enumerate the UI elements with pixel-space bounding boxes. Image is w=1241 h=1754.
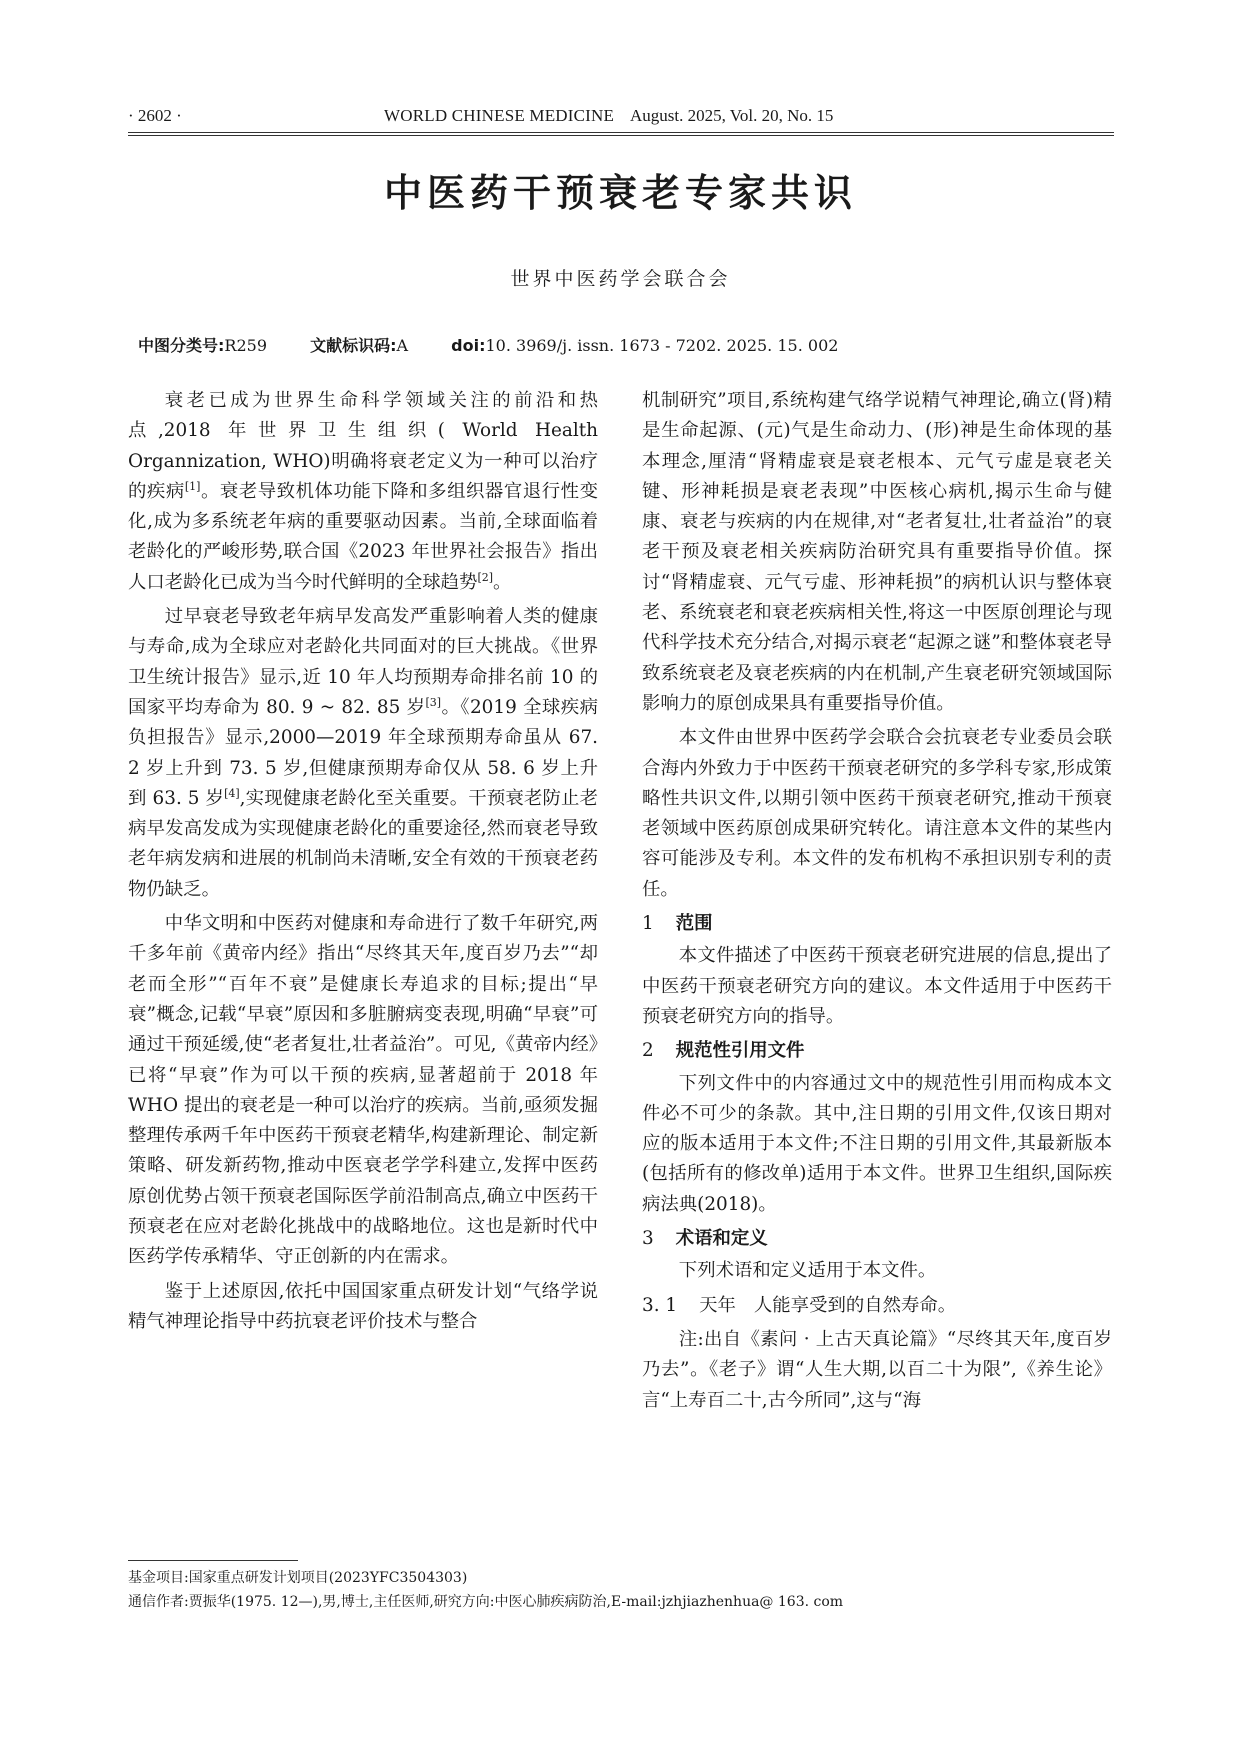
citation: [3] [425, 695, 442, 709]
journal-name: WORLD CHINESE MEDICINE [384, 106, 615, 125]
right-column [642, 386, 1112, 1420]
citation: [1] [184, 479, 201, 493]
left-column [128, 386, 598, 1341]
note-paragraph: 注:出自《素问 · 上古天真论篇》“尽终其天年,度百岁乃去”。《老子》谓“人生大期,以百二十为限”,《养生论》言“上寿百二十,古今所同”,这与“海 [642, 1328, 1112, 1411]
corresponding-author-note: 通信作者:贾振华(1975. 12—),男,博士,主任医师,研究方向:中医心肺疾病防治,E-mail:jzhjiazhenhua@ 163. com [128, 1594, 844, 1610]
paragraph: 鉴于上述原因,依托中国国家重点研发计划“气络学说精气神理论指导中药抗衰老评价技术与整合 [128, 1280, 598, 1332]
citation: [2] [477, 570, 494, 584]
paragraph: 中华文明和中医药对健康和寿命进行了数千年研究,两千多年前《黄帝内经》指出“尽终其天年,度百岁乃去”“却老而全形”“百年不衰”是健康长寿追求的目标;提出“早衰”概念,记载“早衰”原因和多脏腑病变表现,明确“早衰”可通过干预延缓,使“老者复壮,壮者益治”。可见,《黄帝内经》已将“早衰”作为可以干预的疾病,显著超前于 2018 年 WHO 提出的衰老是一种可以治疗的疾病。当前,亟须发掘整理传承两千年中医药干预衰老精华,构建新理论、制定新策略、研发新药物,推动中医衰老学学科建立,发挥中医药原创优势占领干预衰老国际医学前沿制高点,确立中医药干预衰老在应对老龄化挑战中的战略地位。这也是新时代中医药学传承精华、守正创新的内在需求。 [128, 913, 598, 1268]
clc-code: 中图分类号:R259 [138, 336, 267, 355]
document-code: 文献标识码:A [310, 336, 409, 355]
header-rule-bottom [128, 135, 1114, 136]
paragraph: 过早衰老导致老年病早发高发严重影响着人类的健康与寿命,成为全球应对老龄化共同面对的巨大挑战。《世界卫生统计报告》显示,近 10 年人均预期寿命排名前 10 的国家平均寿命为 80. 9 ~ 82. 85 岁[3]。《2019 全球疾病负担报告》显示,2000—2019 年全球预期寿命虽从 67. 2 岁上升到 73. 5 岁,但健康预期寿命仅从 58. 6 岁上升到 63. 5 岁[4],实现健康老龄化至关重要。干预衰老防止老病早发高发成为实现健康老龄化的重要途径,然而衰老导致老年病发病和进展的机制尚未清晰,安全有效的干预衰老药物仍缺乏。 [128, 606, 598, 900]
article-title: 中医药干预衰老专家共识 [383, 171, 857, 215]
section-heading-terms: 3 术语和定义 [642, 1228, 768, 1250]
paragraph: 下列术语和定义适用于本文件。 [678, 1260, 937, 1282]
footnote-rule [128, 1560, 298, 1561]
citation: [4] [224, 786, 240, 800]
doi: doi:10. 3969/j. issn. 1673 - 7202. 2025. 15. 002 [451, 336, 839, 355]
paragraph: 机制研究”项目,系统构建气络学说精气神理论,确立(肾)精是生命起源、(元)气是生命动力、(形)神是生命体现的基本理念,厘清“肾精虚衰是衰老根本、元气亏虚是衰老关键、形神耗损是衰老表现”中医核心病机,揭示生命与健康、衰老与疾病的内在规律,对“老者复壮,壮者益治”的衰老干预及衰老相关疾病防治研究具有重要指导价值。探讨“肾精虚衰、元气亏虚、形神耗损”的病机认识与整体衰老、系统衰老和衰老疾病相关性,将这一中医原创理论与现代科学技术充分结合,对揭示衰老“起源之谜”和整体衰老导致系统衰老及衰老疾病的内在机制,产生衰老研究领域国际影响力的原创成果具有重要指导价值。 [642, 390, 1112, 714]
page-number: · 2602 · [128, 106, 182, 125]
header-rule-top [128, 132, 1114, 133]
paragraph: 本文件由世界中医药学会联合会抗衰老专业委员会联合海内外致力于中医药干预衰老研究的多学科专家,形成策略性共识文件,以期引领中医药干预衰老研究,推动干预衰老领域中医药原创成果研究转化。请注意本文件的某些内容可能涉及专利。本文件的发布机构不承担识别专利的责任。 [642, 727, 1112, 900]
classification-line [138, 333, 876, 356]
running-header [128, 104, 1114, 130]
funding-note: 基金项目:国家重点研发计划项目(2023YFC3504303) [128, 1570, 468, 1586]
paragraph: 衰老已成为世界生命科学领域关注的前沿和热点,2018 年世界卫生组织( World Health Organnization, WHO)明确将衰老定义为一种可以治疗的疾病[1]。衰老导致机体功能下降和多组织器官退行性变化,成为多系统老年病的重要驱动因素。当前,全球面临着老龄化的严峻形势,联合国《2023 年世界社会报告》指出人口老龄化已成为当今时代鲜明的全球趋势[2]。 [128, 390, 598, 593]
footnotes [128, 1566, 1114, 1614]
article-author: 世界中医药学会联合会 [510, 268, 731, 290]
definition-3-1: 3. 1 天年 人能享受到的自然寿命。 [642, 1294, 957, 1316]
issue-info: August. 2025, Vol. 20, No. 15 [630, 106, 834, 125]
section-heading-scope: 1 范围 [642, 913, 713, 935]
paragraph: 本文件描述了中医药干预衰老研究进展的信息,提出了中医药干预衰老研究方向的建议。本文件适用于中医药干预衰老研究方向的指导。 [642, 945, 1112, 1027]
paragraph: 下列文件中的内容通过文中的规范性引用而构成本文件必不可少的条款。其中,注日期的引用文件,仅该日期对应的版本适用于本文件;不注日期的引用文件,其最新版本(包括所有的修改单)适用于本文件。世界卫生组织,国际疾病法典(2018)。 [642, 1072, 1112, 1215]
section-heading-normative-references: 2 规范性引用文件 [642, 1040, 805, 1062]
